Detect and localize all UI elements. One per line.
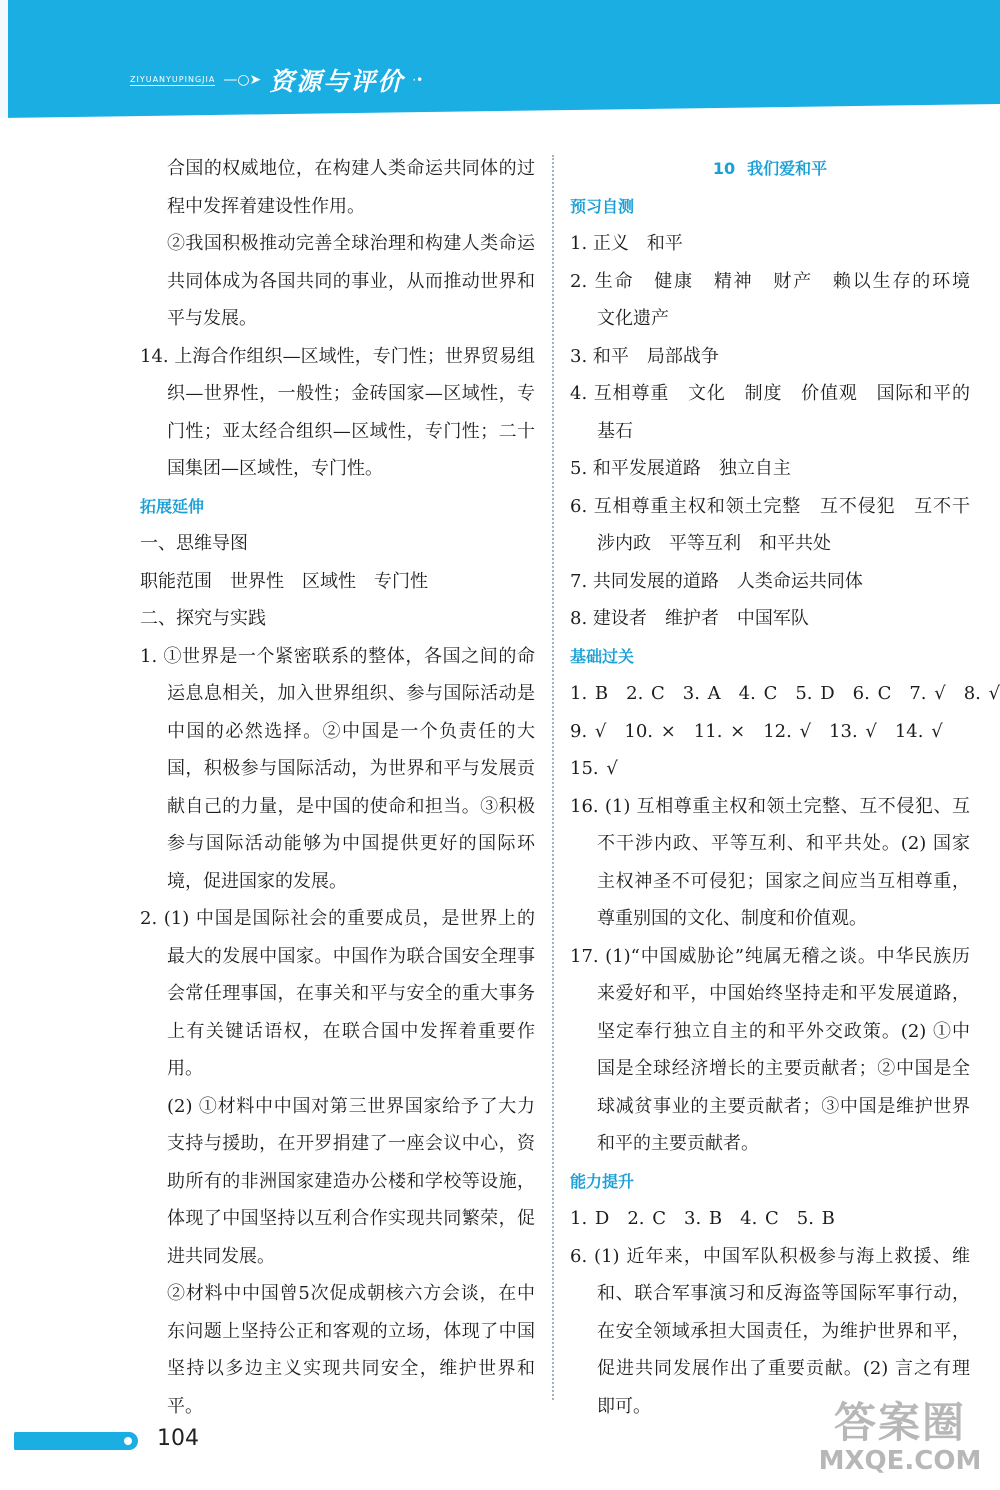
preview-answer-3: 3. 和平 局部战争: [570, 345, 719, 367]
lesson-title: 我们爱和平: [747, 159, 828, 178]
watermark-logo: [810, 1400, 990, 1488]
basic-answer-17: 17. (1)“中国威胁论”纯属无稽之谈。中华民族历来爱好和平，中国始终坚持走和平发展道路，坚定奉行独立自主的和平外交政策。(2) ①中国是全球经济增长的主要贡献者；②中国是全球减贫事业的主要贡献者；③中国是维护世界和平的主要贡献者。: [570, 945, 970, 1154]
inquiry-answer-1: 1. ①世界是一个紧密联系的整体，各国之间的命运息息相关，加入世界组织、参与国际活动是中国的必然选择。②中国是一个负责任的大国，积极参与国际活动，为世界和平与发展贡献自己的力量，是中国的使命和担当。③积极参与国际活动能够为中国提供更好的国际环境，促进国家的发展。: [140, 645, 535, 892]
ability-answers-row: 1. D 2. C 3. B 4. C 5. B: [570, 1208, 835, 1229]
subheading-inquiry: 二、探究与实践: [140, 608, 266, 629]
brand-pinyin: ZIYUANYUPINGJIA: [130, 74, 216, 84]
left-column: [140, 150, 535, 1425]
basic-answers-row-3: 15. √: [570, 758, 618, 779]
paragraph-point-2: ②我国积极推动完善全球治理和构建人类命运共同体成为各国共同的事业，从而推动世界和平与发展。: [167, 233, 535, 329]
dots-icon: ·•: [412, 73, 424, 87]
right-column: [570, 150, 1000, 1425]
header-decoration: [0, 0, 1000, 118]
section-heading-extension: 拓展延伸: [140, 496, 205, 516]
paragraph-continuation: 合国的权威地位，在构建人类命运共同体的过程中发挥着建设性作用。: [167, 158, 535, 217]
inquiry-answer-2-part1: 2. (1) 中国是国际社会的重要成员，是世界上的最大的发展中国家。中国作为联合国安全理事会常任理事国，在事关和平与安全的重大事务上有关键话语权，在联合国中发挥着重要作用。: [140, 908, 535, 1079]
basic-answer-16: 16. (1) 互相尊重主权和领土完整、互不侵犯、互不干涉内政、平等互利、和平共处。(2) 国家主权神圣不可侵犯；国家之间应当互相尊重，尊重别国的文化、制度和价值观。: [570, 795, 970, 929]
section-heading-ability: 能力提升: [570, 1171, 635, 1191]
preview-answer-7: 7. 共同发展的道路 人类命运共同体: [570, 570, 863, 592]
preview-answer-2: 2. 生命 健康 精神 财产 赖以生存的环境 文化遗产: [570, 270, 988, 329]
section-heading-preview: 预习自测: [570, 196, 635, 216]
header-brand: [130, 60, 423, 100]
watermark-url: MXQE.COM: [818, 1446, 982, 1476]
brand-title: 资源与评价: [269, 67, 405, 96]
preview-answer-5: 5. 和平发展道路 独立自主: [570, 458, 791, 479]
inquiry-answer-2-part3: ②材料中中国曾5次促成朝核六方会谈，在中东问题上坚持公正和客观的立场，体现了中国坚持以多边主义实现共同安全，维护世界和平。: [167, 1283, 535, 1417]
preview-answer-1: 1. 正义 和平: [570, 233, 683, 254]
basic-answers-row-2: 9. √ 10. × 11. × 12. √ 13. √ 14. √: [570, 720, 943, 742]
basic-answers-row-1: 1. B 2. C 3. A 4. C 5. D 6. C 7. √ 8. √: [570, 683, 1000, 704]
preview-answer-8: 8. 建设者 维护者 中国军队: [570, 608, 809, 629]
inquiry-answer-2-part2: (2) ①材料中中国对第三世界国家给予了大力支持与援助，在开罗捐建了一座会议中心，资助所有的非洲国家建造办公楼和学校等设施，体现了中国坚持以互利合作实现共同繁荣，促进共同发展。: [167, 1095, 535, 1267]
answer-14: 14. 上海合作组织—区域性，专门性；世界贸易组织—世界性，一般性；金砖国家—区域性，专门性；亚太经合组织—区域性，专门性；二十国集团—区域性，专门性。: [140, 345, 535, 479]
subheading-mindmap: 一、思维导图: [140, 533, 248, 554]
preview-answer-4: 4. 互相尊重 文化 制度 价值观 国际和平的基石: [570, 383, 970, 442]
preview-answer-6: 6. 互相尊重主权和领土完整 互不侵犯 互不干涉内政 平等互利 和平共处: [570, 495, 970, 554]
ability-answer-6: 6. (1) 近年来，中国军队积极参与海上救援、维和、联合军事演习和反海盗等国际军事行动，在安全领域承担大国责任，为维护世界和平，促进共同发展作出了重要贡献。(2) 言之有理即可。: [570, 1245, 970, 1417]
watermark-text: 答案圈: [833, 1398, 966, 1447]
lesson-number: 10: [712, 159, 736, 178]
column-divider: [552, 155, 554, 1400]
footer-badge: [14, 1432, 138, 1450]
page-number: 104: [157, 1426, 199, 1451]
section-heading-basic: 基础过关: [570, 646, 635, 666]
mindmap-answer: 职能范围 世界性 区域性 专门性: [140, 570, 428, 592]
arrow-icon: —○➤: [223, 72, 262, 88]
lesson-heading: [570, 150, 970, 188]
